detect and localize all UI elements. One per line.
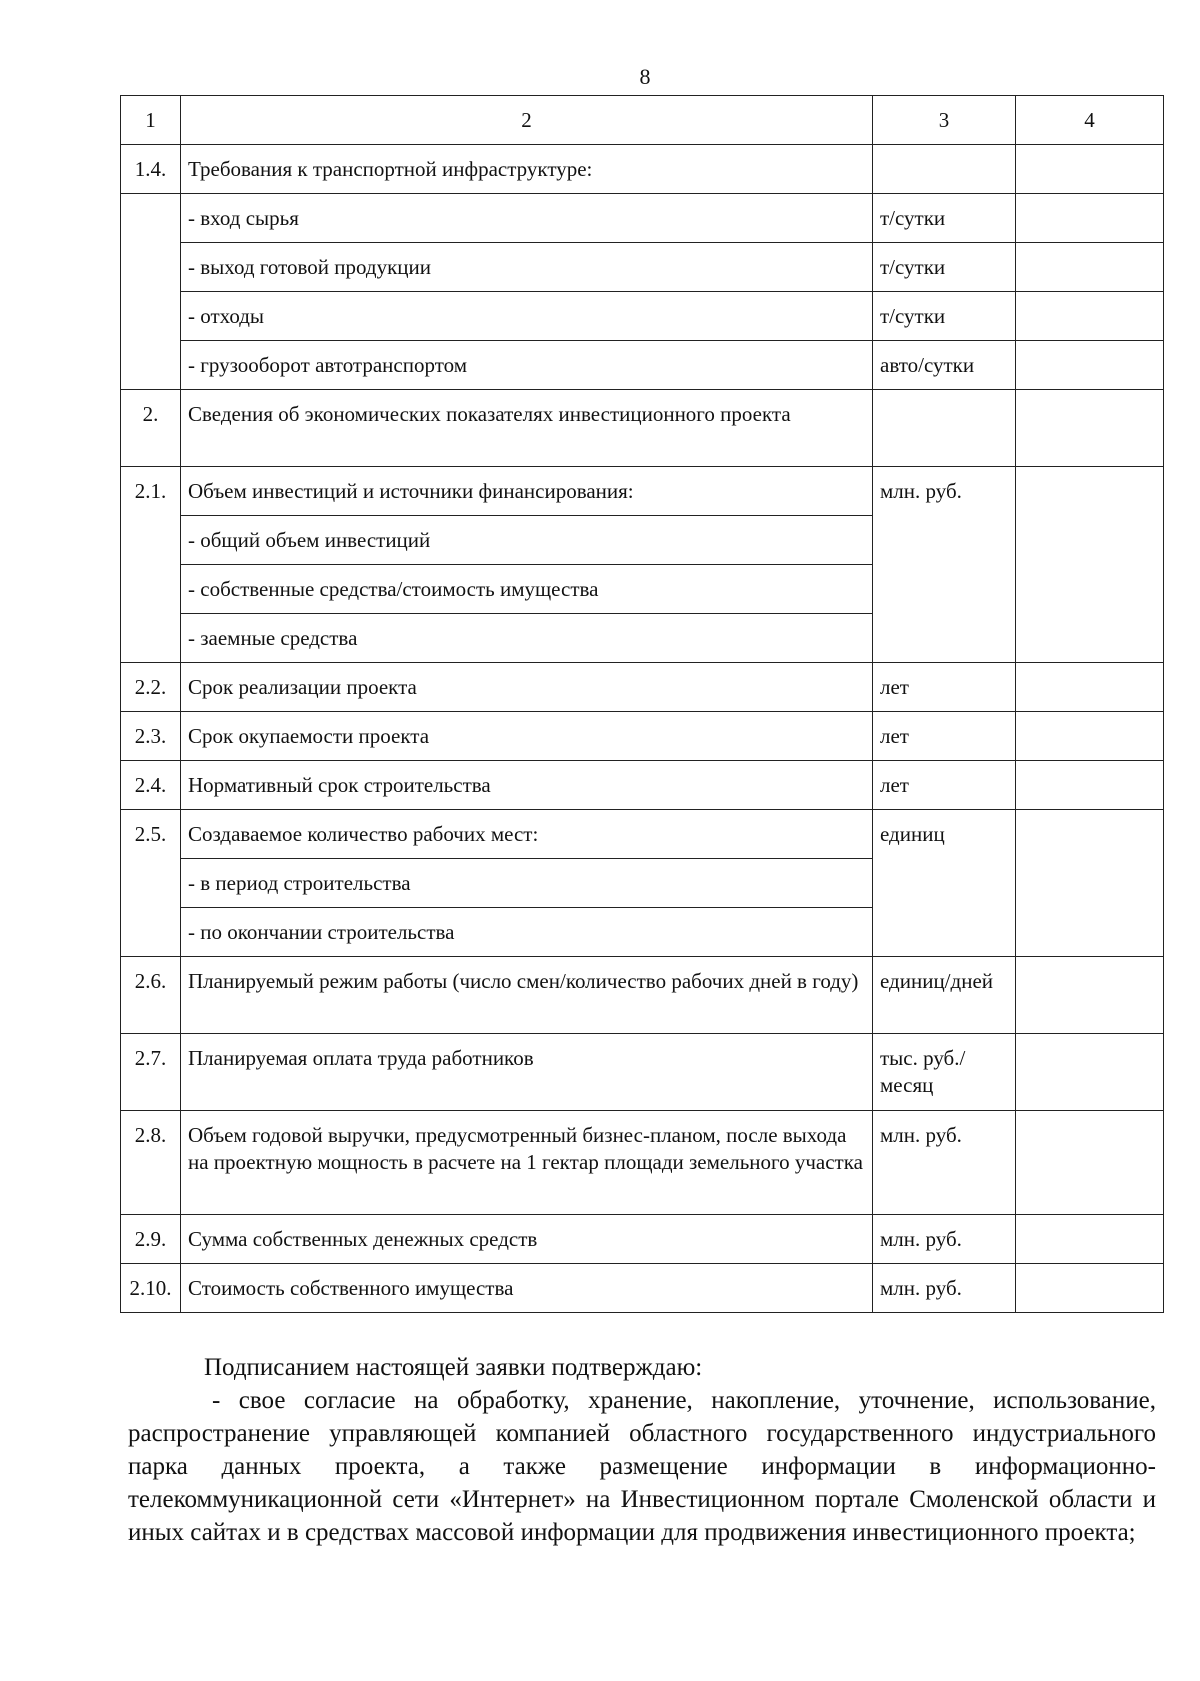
row-unit: авто/сутки [873, 341, 1016, 390]
row-number: 1.4. [121, 145, 181, 194]
row-number: 2.10. [121, 1264, 181, 1313]
row-number: 2.1. [121, 467, 181, 663]
row-label: Стоимость собственного имущества [181, 1264, 873, 1313]
row-label: - собственные средства/стоимость имущества [181, 565, 873, 614]
row-unit: млн. руб. [873, 467, 1016, 663]
table-row [121, 1034, 1164, 1111]
table-row [121, 243, 1164, 292]
row-value [1016, 1264, 1164, 1313]
statement-heading: Подписанием настоящей заявки подтверждаю: [204, 1354, 703, 1381]
row-number [121, 194, 181, 390]
row-number: 2.4. [121, 761, 181, 810]
table-row [121, 1111, 1164, 1215]
project-indicators-table [120, 95, 1164, 1313]
row-number: 2.7. [121, 1034, 181, 1111]
row-number: 2.8. [121, 1111, 181, 1215]
row-unit: млн. руб. [873, 1111, 1016, 1215]
row-label: - в период строительства [181, 859, 873, 908]
header-cell-indicator: 2 [181, 96, 873, 145]
table-row [121, 663, 1164, 712]
row-value [1016, 810, 1164, 957]
table-row [121, 1215, 1164, 1264]
table-row [121, 145, 1164, 194]
row-label: - вход сырья [181, 194, 873, 243]
table-row [121, 341, 1164, 390]
row-value [1016, 663, 1164, 712]
row-label: Планируемая оплата труда работников [181, 1034, 873, 1111]
row-value [1016, 341, 1164, 390]
row-unit: т/сутки [873, 292, 1016, 341]
row-number: 2.3. [121, 712, 181, 761]
row-value [1016, 957, 1164, 1034]
row-unit: единиц [873, 810, 1016, 957]
row-label: - по окончании строительства [181, 908, 873, 957]
row-value [1016, 1111, 1164, 1215]
row-label: Требования к транспортной инфраструктуре: [181, 145, 873, 194]
row-value [1016, 1215, 1164, 1264]
row-label: - грузооборот автотранспортом [181, 341, 873, 390]
row-unit: млн. руб. [873, 1215, 1016, 1264]
header-cell-unit: 3 [873, 96, 1016, 145]
table-header-row [121, 96, 1164, 145]
row-label: Планируемый режим работы (число смен/количество рабочих дней в году) [181, 957, 873, 1034]
row-label: - заемные средства [181, 614, 873, 663]
row-label: - выход готовой продукции [181, 243, 873, 292]
row-value [1016, 761, 1164, 810]
consent-statement [128, 1351, 1156, 1549]
table-row [121, 712, 1164, 761]
header-cell-number: 1 [121, 96, 181, 145]
row-label: Создаваемое количество рабочих мест: [181, 810, 873, 859]
table-row [121, 194, 1164, 243]
header-cell-value: 4 [1016, 96, 1164, 145]
row-unit: единиц/дней [873, 957, 1016, 1034]
row-unit: лет [873, 712, 1016, 761]
row-value [1016, 145, 1164, 194]
row-label: - общий объем инвестиций [181, 516, 873, 565]
row-label: Сумма собственных денежных средств [181, 1215, 873, 1264]
row-unit: т/сутки [873, 243, 1016, 292]
table-row [121, 810, 1164, 859]
row-unit: тыс. руб./месяц [873, 1034, 1016, 1111]
table-row [121, 1264, 1164, 1313]
table-row [121, 957, 1164, 1034]
row-unit: млн. руб. [873, 1264, 1016, 1313]
table-row [121, 292, 1164, 341]
row-label: Нормативный срок строительства [181, 761, 873, 810]
row-number: 2.5. [121, 810, 181, 957]
row-label: Объем годовой выручки, предусмотренный бизнес-планом, после выхода на проектную мощность в расчете на 1 гектар площади земельного участка [181, 1111, 873, 1215]
table-row [121, 761, 1164, 810]
table-row [121, 390, 1164, 467]
row-unit: т/сутки [873, 194, 1016, 243]
row-value [1016, 390, 1164, 467]
row-unit: лет [873, 761, 1016, 810]
page-number: 8 [639, 64, 651, 89]
row-value [1016, 194, 1164, 243]
row-label: Срок окупаемости проекта [181, 712, 873, 761]
row-value [1016, 712, 1164, 761]
row-value [1016, 467, 1164, 663]
row-value [1016, 1034, 1164, 1111]
row-unit: лет [873, 663, 1016, 712]
row-label: - отходы [181, 292, 873, 341]
table-row [121, 467, 1164, 516]
row-number: 2. [121, 390, 181, 467]
row-number: 2.2. [121, 663, 181, 712]
row-unit [873, 390, 1016, 467]
row-number: 2.9. [121, 1215, 181, 1264]
row-value [1016, 292, 1164, 341]
row-unit [873, 145, 1016, 194]
row-label: Сведения об экономических показателях инвестиционного проекта [181, 390, 873, 467]
row-number: 2.6. [121, 957, 181, 1034]
row-label: Срок реализации проекта [181, 663, 873, 712]
row-value [1016, 243, 1164, 292]
row-label: Объем инвестиций и источники финансирования: [181, 467, 873, 516]
consent-paragraph: - свое согласие на обработку, хранение, накопление, уточнение, использование, распространение управляющей компанией областного государственного индустриального парка данных проекта, а также размещение информации в информационно-телекоммуникационной сети «Интернет» на Инвестиционном портале Смоленской области и иных сайтах и в средствах массовой информации для продвижения инвестиционного проекта; [128, 1387, 1156, 1546]
